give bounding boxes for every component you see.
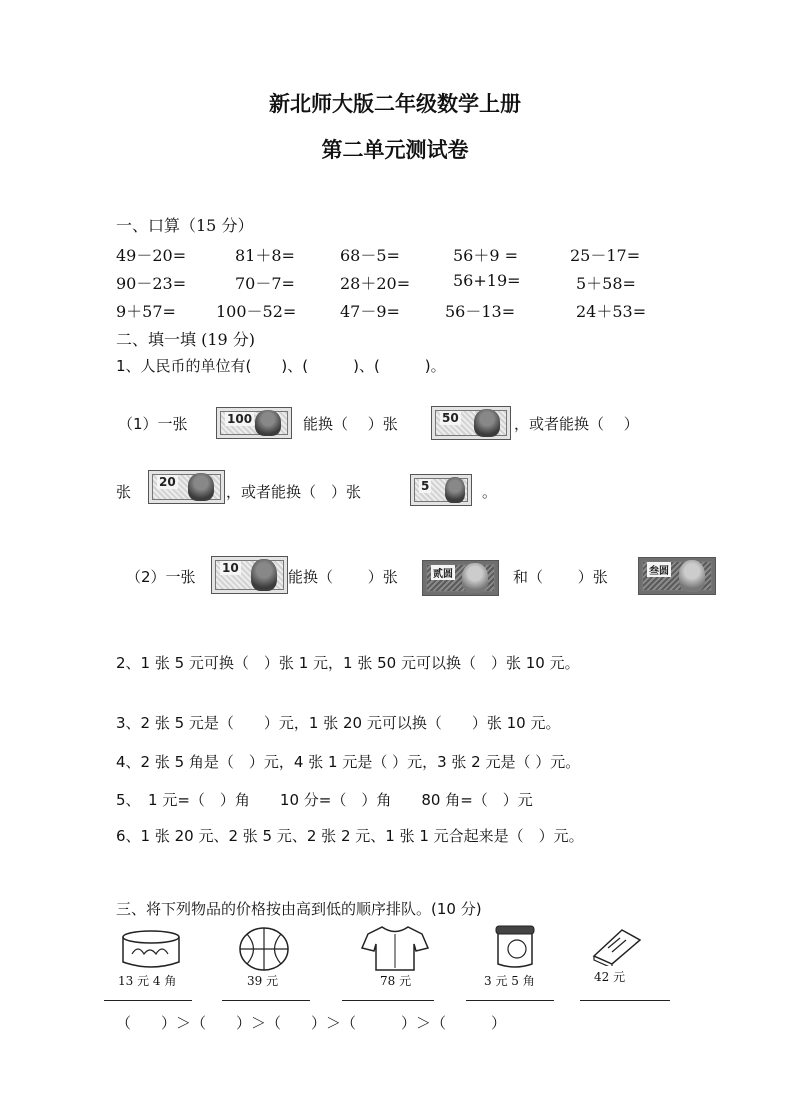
answer-line [222, 1000, 310, 1001]
question-1c-text: 和（ ）张 [513, 568, 608, 586]
section-1-heading: 一、口算（15 分） [116, 216, 254, 235]
problem: 81＋8= [235, 246, 295, 265]
question-2: 2、1 张 5 元可换（ ）张 1 元，1 张 50 元可以换（ ）张 10 元。 [116, 654, 580, 672]
basketball-icon [238, 926, 290, 972]
question-1c-text: （2）一张 [126, 568, 196, 586]
section-2-heading: 二、填一填 (19 分) [116, 330, 256, 349]
problem: 56＋9 = [453, 246, 519, 265]
answer-line [342, 1000, 434, 1001]
answer-line [580, 1000, 670, 1001]
book-icon [586, 926, 644, 966]
shirt-icon [360, 924, 430, 972]
ordering-answer: （ ）＞（ ）＞（ ）＞（ ）＞（ ） [116, 1014, 507, 1032]
problem: 47－9= [340, 302, 400, 321]
question-5: 5、 1 元=（ ）角 10 分=（ ）角 80 角=（ ）元 [116, 791, 533, 809]
question-4: 4、2 张 5 角是（ ）元，4 张 1 元是（ ）元，3 张 2 元是（ ）元。 [116, 753, 581, 771]
problem: 25－17= [570, 246, 641, 265]
problem: 24＋53= [576, 302, 647, 321]
problem: 56－13= [445, 302, 516, 321]
banknote-10-yuan-icon: 10 [211, 556, 288, 594]
banknote-50-yuan-icon: 50 [431, 406, 511, 440]
question-1a-text: 能换（ ）张 [303, 415, 398, 433]
question-1c-text: 能换（ ）张 [288, 568, 398, 586]
question-6: 6、1 张 20 元、2 张 5 元、2 张 2 元、1 张 1 元合起来是（ ）元。 [116, 827, 584, 845]
page-title: 新北师大版二年级数学上册 [269, 92, 521, 116]
question-3: 3、2 张 5 元是（ ）元，1 张 20 元可以换（ ）张 10 元。 [116, 714, 561, 732]
page-subtitle: 第二单元测试卷 [321, 138, 469, 162]
price-label: 3 元 5 角 [484, 974, 535, 988]
problem: 100－52= [216, 302, 297, 321]
jar-icon [490, 922, 540, 970]
price-label: 78 元 [380, 974, 412, 988]
banknote-20-yuan-icon: 20 [148, 470, 225, 504]
answer-line [466, 1000, 554, 1001]
problem: 90－23= [116, 274, 187, 293]
banknote-100-yuan-icon: 100 [216, 407, 292, 439]
banknote-5-yuan-icon: 5 [410, 474, 472, 506]
banknote-2-yuan-icon: 贰圆 [422, 560, 499, 596]
price-label: 42 元 [594, 970, 626, 984]
problem: 9＋57= [116, 302, 176, 321]
question-1: 1、人民币的单位有( )、( )、( )。 [116, 357, 446, 375]
problem: 49－20= [116, 246, 187, 265]
answer-line [104, 1000, 192, 1001]
question-1a-text: ，或者能换（ ） [514, 415, 639, 433]
price-label: 13 元 4 角 [118, 974, 177, 988]
question-1b-text: 。 [482, 483, 498, 501]
problem: 56+19= [453, 271, 521, 290]
problem: 70－7= [235, 274, 295, 293]
banknote-old-yuan-icon: 叁圆 [638, 557, 716, 595]
problem: 68－5= [340, 246, 400, 265]
price-label: 39 元 [247, 974, 279, 988]
section-3-heading: 三、将下列物品的价格按由高到低的顺序排队。(10 分) [116, 900, 482, 918]
problem: 28＋20= [340, 274, 411, 293]
can-icon [118, 928, 184, 970]
question-1b-text: 张 [116, 483, 132, 501]
problem: 5＋58= [576, 274, 636, 293]
question-1a-text: （1）一张 [118, 415, 188, 433]
question-1b-text: ，或者能换（ ）张 [226, 483, 362, 501]
